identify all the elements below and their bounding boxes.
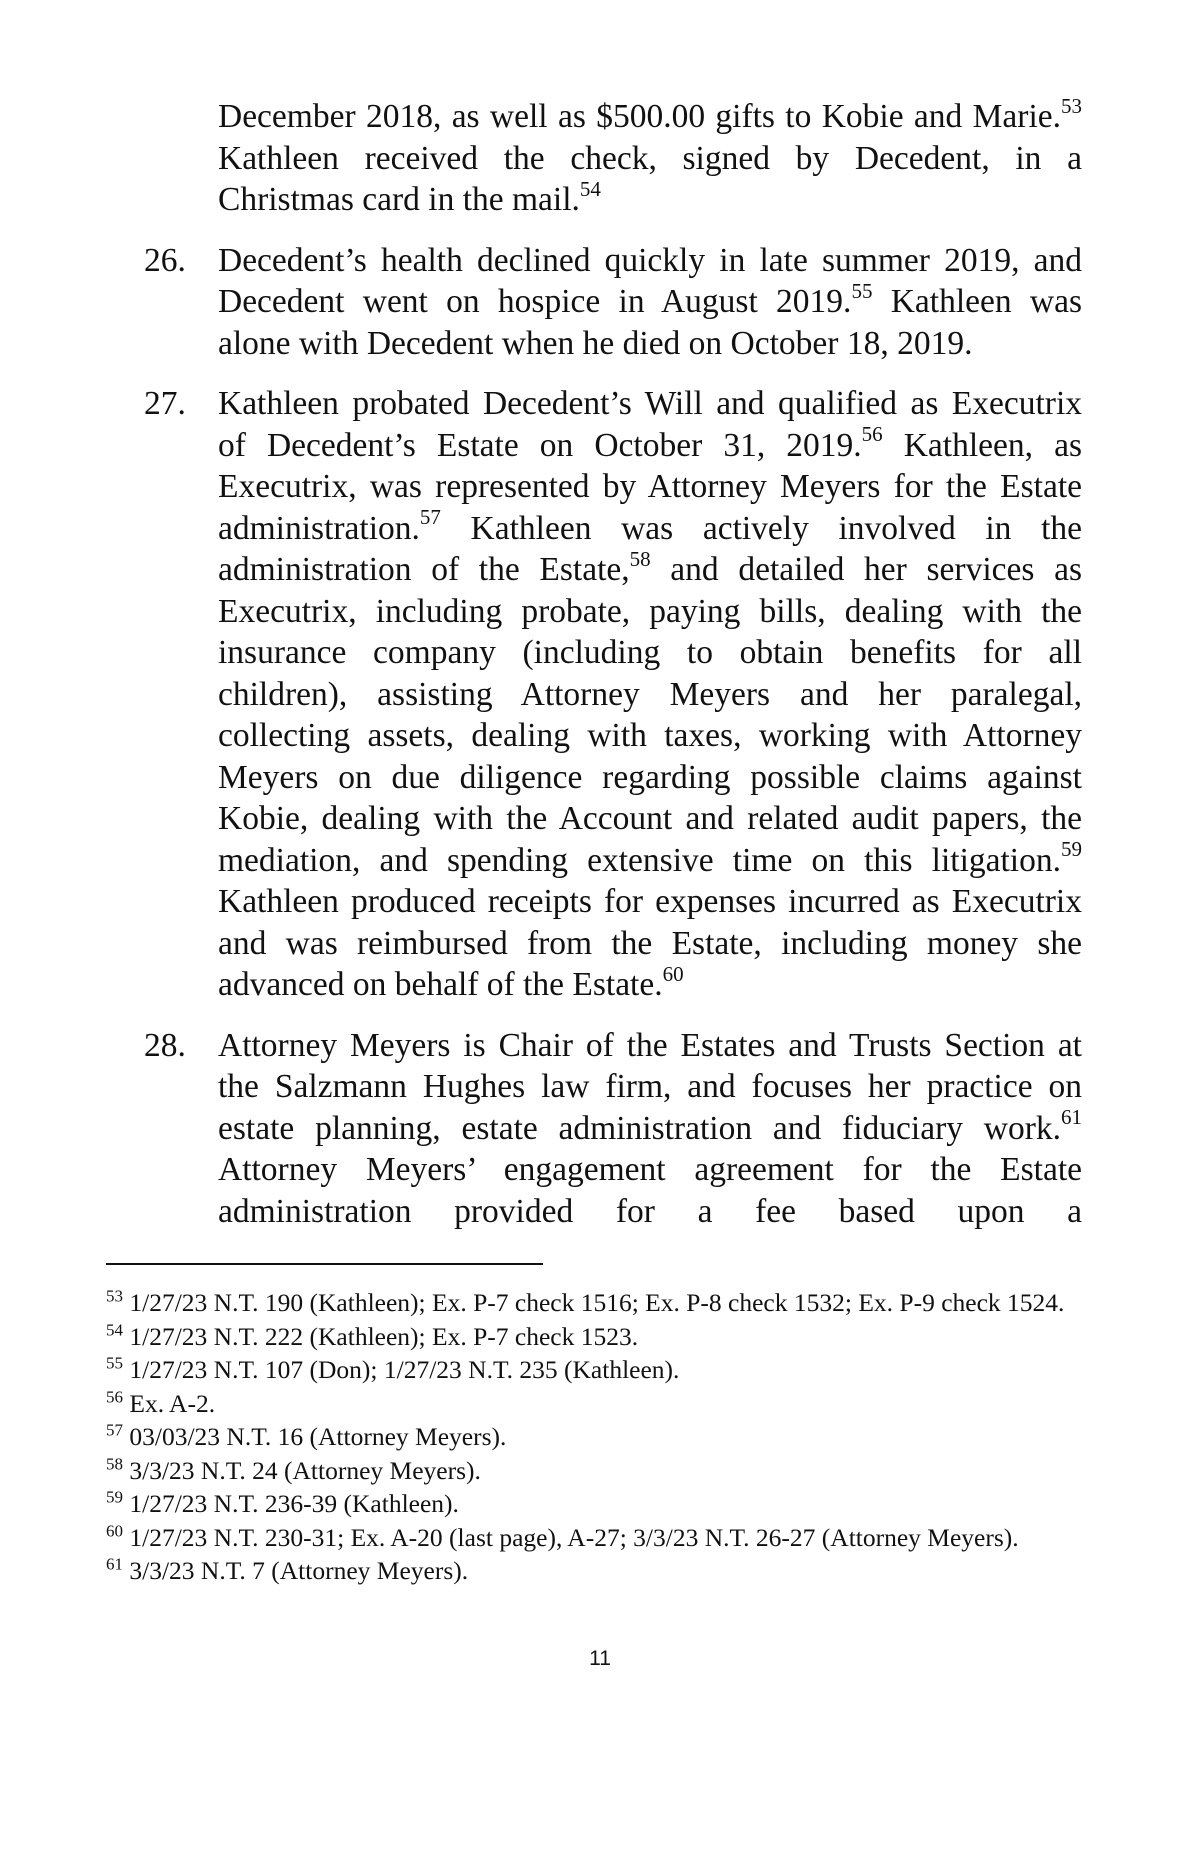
text-run: Kathleen probated Decedent’s Will and qualified as Executrix of Decedent’s Estate on October 31, 2019. [218,385,1082,464]
footnote [106,1454,1091,1488]
footnote-text: 03/03/23 N.T. 16 (Attorney Meyers). [129,1422,507,1451]
footnote [106,1353,1091,1387]
paragraph-number: 26. [144,241,186,279]
footnote-number: 53 [106,1286,123,1306]
paragraph-26 [106,240,1082,365]
footnote [106,1420,1091,1454]
text-run: Kathleen was alone with Decedent when he died on October 18, 2019. [218,283,1082,362]
footnote-ref[interactable]: 59 [1061,837,1082,862]
paragraph-number: 28. [144,1026,186,1064]
footnote-text: 1/27/23 N.T. 107 (Don); 1/27/23 N.T. 235 (Kathleen). [129,1355,680,1384]
page-number: 11 [589,1647,611,1670]
footnote [106,1554,1091,1588]
footnote-number: 59 [106,1487,123,1507]
text-run: Attorney Meyers is Chair of the Estates and Trusts Section at the Salzmann Hughes law firm, and focuses her practice on estate planning, estate administration and fiduciary work. [218,1026,1082,1147]
footnote-text: 1/27/23 N.T. 236-39 (Kathleen). [129,1489,459,1518]
footnote [106,1320,1091,1354]
footnote-ref[interactable]: 56 [861,422,883,447]
footnote-number: 56 [106,1387,123,1406]
paragraph-28 [106,1025,1082,1233]
footnote-text: 3/3/23 N.T. 7 (Attorney Meyers). [129,1556,469,1585]
text-run: Attorney Meyers’ engagement agreement for the Estate administration provided for a fee based upon a [218,1151,1082,1230]
footnote-ref[interactable]: 55 [851,278,873,303]
footnote-ref[interactable]: 57 [419,505,441,530]
text-run: Kathleen was actively involved in the administration of the Estate, [218,509,1082,588]
body-text [106,93,1082,1251]
paragraph-number: 27. [144,385,186,422]
footnote-number: 61 [106,1554,123,1574]
text-run: Kathleen received the check, signed by Decedent, in a Christmas card in the mail. [218,139,1082,218]
footnote [106,1487,1091,1521]
footnote-separator [106,1263,543,1265]
footnote-ref[interactable]: 54 [579,176,601,201]
footnote-text: 1/27/23 N.T. 230-31; Ex. A-20 (last page), A-27; 3/3/23 N.T. 26-27 (Attorney Meyers). [129,1522,1019,1552]
text-run: Kathleen, as Executrix, was represented by Attorney Meyers for the Estate administration. [218,426,1082,547]
text-run: and detailed her services as Executrix, including probate, paying bills, dealing with the insurance company (including to obtain benefits for all children), assisting Attorney Meyers and her paralegal, collecting assets, dealing with taxes, working with Attorney Meyers on due diligence regarding possible claims against Kobie, dealing with the Account and related audit papers, the mediation, and spending extensive time on this litigation. [218,551,1082,879]
footnote-number: 60 [106,1521,123,1540]
footnote-ref[interactable]: 58 [629,546,651,571]
footnotes [106,1286,1091,1588]
footnote-text: 3/3/23 N.T. 24 (Attorney Meyers). [129,1455,481,1485]
footnote-number: 54 [106,1320,123,1339]
footnote-ref[interactable]: 60 [662,961,684,986]
paragraph-27 [106,383,1082,1006]
paragraph-continued [106,93,1082,221]
footnote-ref[interactable]: 61 [1061,1105,1082,1130]
text-run: December 2018, as well as $500.00 gifts to Kobie and Marie. [218,98,1061,135]
footnote-text: 1/27/23 N.T. 190 (Kathleen); Ex. P-7 check 1516; Ex. P-8 check 1532; Ex. P-9 check 1524. [129,1288,1065,1317]
footnote [106,1521,1091,1555]
footnote [106,1387,1091,1421]
footnote-text: Ex. A-2. [129,1388,216,1418]
text-run: Kathleen produced receipts for expenses incurred as Executrix and was reimbursed from the Estate, including money she advanced on behalf of the Estate. [218,883,1082,1003]
footnote [106,1286,1091,1320]
footnote-number: 55 [106,1353,123,1373]
footnote-ref[interactable]: 53 [1061,93,1082,118]
footnote-number: 58 [106,1454,123,1473]
text-run: Decedent’s health declined quickly in late summer 2019, and Decedent went on hospice in August 2019. [218,241,1082,320]
footnote-number: 57 [106,1420,123,1440]
footnote-text: 1/27/23 N.T. 222 (Kathleen); Ex. P-7 check 1523. [129,1321,639,1351]
